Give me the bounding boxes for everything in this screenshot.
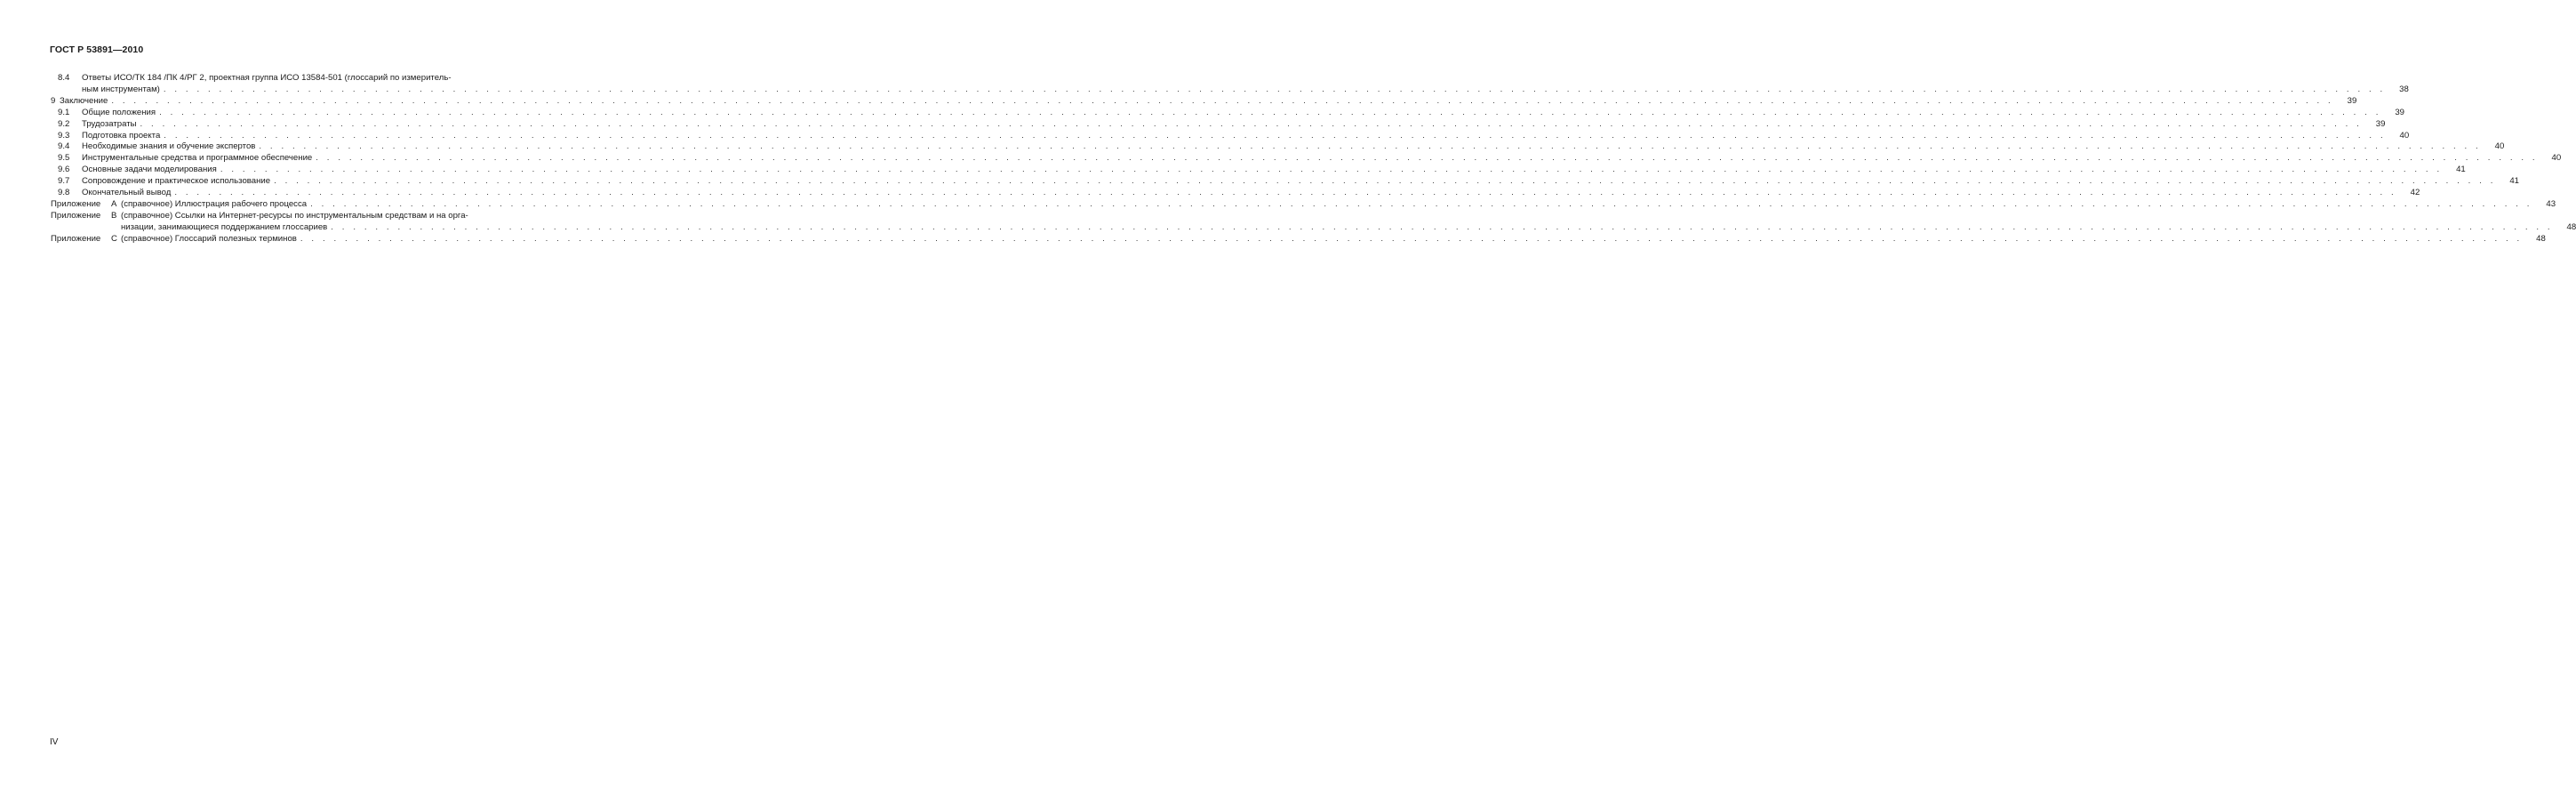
toc-page-number: 39 [2375,118,2386,129]
toc-entry-number: 9.5 [58,153,70,164]
toc-leader-dots: . . . . . . . . . . . . . . . . . . . . . . . . . . . . . . . . . . . . . . . . . . . . . . . . . . . . . . . . . . . . . . . . . . . . . . . . . . . . . . . . . . . . . . . . . . . . . . . . . . . . . . . . . . . . . . . . . . . . . . . . . . . . . . . . . . . . . . . . . . . . . . . . . . . . . . . . . . . . . . . . . . . . . . . . . . . . . . . . . . . . . . . . . . . . . . . . . . . . . . . . [220,165,2443,175]
toc-page-number: 41 [2456,165,2466,175]
toc-leader-dots: . . . . . . . . . . . . . . . . . . . . . . . . . . . . . . . . . . . . . . . . . . . . . . . . . . . . . . . . . . . . . . . . . . . . . . . . . . . . . . . . . . . . . . . . . . . . . . . . . . . . . . . . . . . . . . . . . . . . . . . . . . . . . . . . . . . . . . . . . . . . . . . . . . . . . . . . . . . . . . . . . . . . . . . . . . . . . . . . . . . . . . . . . . . . . . . . . . . . . . . . [310,198,2533,209]
toc-page-number: 48 [2566,221,2576,232]
toc-entry-number: 9.7 [58,176,70,187]
toc-entry-title: (справочное) Глоссарий полезных терминов [121,233,297,244]
toc-entry[interactable] [51,188,2420,199]
toc-entry[interactable] [51,73,2409,96]
toc-entry-title: (справочное) Ссылки на Интернет-ресурсы по инструментальным средствам и на орга- [121,210,468,221]
toc-leader-dots: . . . . . . . . . . . . . . . . . . . . . . . . . . . . . . . . . . . . . . . . . . . . . . . . . . . . . . . . . . . . . . . . . . . . . . . . . . . . . . . . . . . . . . . . . . . . . . . . . . . . . . . . . . . . . . . . . . . . . . . . . . . . . . . . . . . . . . . . . . . . . . . . . . . . . . . . . . . . . . . . . . . . . . . . . . . . . . . . . . . . . . . . . . . . . . . . . . . . . . . . [159,107,2381,117]
toc-entry[interactable] [51,153,2562,165]
toc-entry-number: 9.4 [58,141,70,152]
toc-entry-number: Приложение [51,210,101,221]
toc-leader-dots: . . . . . . . . . . . . . . . . . . . . . . . . . . . . . . . . . . . . . . . . . . . . . . . . . . . . . . . . . . . . . . . . . . . . . . . . . . . . . . . . . . . . . . . . . . . . . . . . . . . . . . . . . . . . . . . . . . . . . . . . . . . . . . . . . . . . . . . . . . . . . . . . . . . . . . . . . . . . . . . . . . . . . . . . . . . . . . . . . . . . . . . . . . . . . . . . . . . . . . . . [331,221,2554,232]
table-of-contents [51,73,2576,245]
toc-entry-title: Трудозатраты [82,118,137,129]
toc-page-number: 39 [2395,107,2404,117]
toc-page-number: 38 [2399,84,2409,94]
toc-page-number: 40 [2551,153,2562,164]
toc-entry[interactable] [51,210,2576,234]
toc-entry-number: Приложение [51,233,101,244]
toc-page-number: 40 [2494,141,2505,152]
toc-entry[interactable] [51,95,2357,108]
toc-entry-number: 8.4 [58,73,70,83]
toc-leader-dots: . . . . . . . . . . . . . . . . . . . . . . . . . . . . . . . . . . . . . . . . . . . . . . . . . . . . . . . . . . . . . . . . . . . . . . . . . . . . . . . . . . . . . . . . . . . . . . . . . . . . . . . . . . . . . . . . . . . . . . . . . . . . . . . . . . . . . . . . . . . . . . . . . . . . . . . . . . . . . . . . . . . . . . . . . . . . . . . . . . . . . . . . . . . . . . . . . . . . . . . . [174,188,2397,198]
toc-entry-title: Инструментальные средства и программное обеспечение [82,153,313,164]
toc-leader-dots: . . . . . . . . . . . . . . . . . . . . . . . . . . . . . . . . . . . . . . . . . . . . . . . . . . . . . . . . . . . . . . . . . . . . . . . . . . . . . . . . . . . . . . . . . . . . . . . . . . . . . . . . . . . . . . . . . . . . . . . . . . . . . . . . . . . . . . . . . . . . . . . . . . . . . . . . . . . . . . . . . . . . . . . . . . . . . . . . . . . . . . . . . . . . . . . . . . . . . . . . [163,84,2386,94]
toc-page-number: 42 [2410,188,2420,198]
page-number: IV [50,737,59,747]
toc-leader-dots: . . . . . . . . . . . . . . . . . . . . . . . . . . . . . . . . . . . . . . . . . . . . . . . . . . . . . . . . . . . . . . . . . . . . . . . . . . . . . . . . . . . . . . . . . . . . . . . . . . . . . . . . . . . . . . . . . . . . . . . . . . . . . . . . . . . . . . . . . . . . . . . . . . . . . . . . . . . . . . . . . . . . . . . . . . . . . . . . . . . . . . . . . . . . . . . . . . . . . . . . [274,176,2497,187]
toc-entry-title: (справочное) Иллюстрация рабочего процесса [121,198,308,209]
toc-entry-title: Заключение [60,95,108,106]
toc-entry-number: 9.1 [58,107,70,117]
toc-entry[interactable] [51,118,2386,131]
toc-leader-dots: . . . . . . . . . . . . . . . . . . . . . . . . . . . . . . . . . . . . . . . . . . . . . . . . . . . . . . . . . . . . . . . . . . . . . . . . . . . . . . . . . . . . . . . . . . . . . . . . . . . . . . . . . . . . . . . . . . . . . . . . . . . . . . . . . . . . . . . . . . . . . . . . . . . . . . . . . . . . . . . . . . . . . . . . . . . . . . . . . . . . . . . . . . . . . . . . . . . . . . . . [111,95,2334,106]
toc-page-number: 39 [2347,95,2357,106]
toc-entry-title: Ответы ИСО/ТК 184 /ПК 4/РГ 2, проектная группа ИСО 13584-501 (глоссарий по измеритель- [82,73,452,83]
toc-entry-number: 9 [51,95,56,106]
toc-leader-dots: . . . . . . . . . . . . . . . . . . . . . . . . . . . . . . . . . . . . . . . . . . . . . . . . . . . . . . . . . . . . . . . . . . . . . . . . . . . . . . . . . . . . . . . . . . . . . . . . . . . . . . . . . . . . . . . . . . . . . . . . . . . . . . . . . . . . . . . . . . . . . . . . . . . . . . . . . . . . . . . . . . . . . . . . . . . . . . . . . . . . . . . . . . . . . . . . . . . . . . . . [259,141,2482,152]
toc-leader-dots: . . . . . . . . . . . . . . . . . . . . . . . . . . . . . . . . . . . . . . . . . . . . . . . . . . . . . . . . . . . . . . . . . . . . . . . . . . . . . . . . . . . . . . . . . . . . . . . . . . . . . . . . . . . . . . . . . . . . . . . . . . . . . . . . . . . . . . . . . . . . . . . . . . . . . . . . . . . . . . . . . . . . . . . . . . . . . . . . . . . . . . . . . . . . . . . . . . . . . . . . [316,153,2539,164]
toc-entry[interactable] [51,165,2466,176]
toc-page-number: 40 [2399,130,2410,141]
toc-entry-title: Окончательный вывод [82,188,172,198]
toc-entry-number: 9.8 [58,188,70,198]
toc-entry-title: Общие положения [82,107,156,117]
toc-page-number: 48 [2536,233,2546,244]
toc-entry-title: низации, занимающиеся поддержанием глоссариев [121,221,328,232]
toc-entry[interactable] [51,130,2410,142]
toc-entry-title: Основные задачи моделирования [82,165,217,175]
toc-leader-dots: . . . . . . . . . . . . . . . . . . . . . . . . . . . . . . . . . . . . . . . . . . . . . . . . . . . . . . . . . . . . . . . . . . . . . . . . . . . . . . . . . . . . . . . . . . . . . . . . . . . . . . . . . . . . . . . . . . . . . . . . . . . . . . . . . . . . . . . . . . . . . . . . . . . . . . . . . . . . . . . . . . . . . . . . . . . . . . . . . . . . . . . . . . . . . . . . . . . . . . . . [140,118,2363,129]
document-header: ГОСТ Р 53891—2010 [50,44,144,55]
toc-entry[interactable] [51,176,2520,188]
toc-entry[interactable] [51,141,2505,153]
toc-entry[interactable] [51,233,2546,245]
toc-entry-number: 9.3 [58,130,70,141]
toc-leader-dots: . . . . . . . . . . . . . . . . . . . . . . . . . . . . . . . . . . . . . . . . . . . . . . . . . . . . . . . . . . . . . . . . . . . . . . . . . . . . . . . . . . . . . . . . . . . . . . . . . . . . . . . . . . . . . . . . . . . . . . . . . . . . . . . . . . . . . . . . . . . . . . . . . . . . . . . . . . . . . . . . . . . . . . . . . . . . . . . . . . . . . . . . . . . . . . . . . . . . . . . . [300,233,2523,244]
toc-entry-title: Необходимые знания и обучение экспертов [82,141,256,152]
toc-appendix-letter: В [111,210,117,221]
toc-entry-number: 9.6 [58,165,70,175]
toc-entry-title: ным инструментам) [82,84,160,94]
toc-entry[interactable] [51,198,2556,211]
toc-entry[interactable] [51,107,2404,119]
toc-entry-title: Сопровождение и практическое использование [82,176,271,187]
toc-entry-number: Приложение [51,198,101,209]
toc-leader-dots: . . . . . . . . . . . . . . . . . . . . . . . . . . . . . . . . . . . . . . . . . . . . . . . . . . . . . . . . . . . . . . . . . . . . . . . . . . . . . . . . . . . . . . . . . . . . . . . . . . . . . . . . . . . . . . . . . . . . . . . . . . . . . . . . . . . . . . . . . . . . . . . . . . . . . . . . . . . . . . . . . . . . . . . . . . . . . . . . . . . . . . . . . . . . . . . . . . . . . . . . [164,130,2387,141]
toc-page-number: 43 [2546,198,2556,209]
toc-appendix-letter: С [111,233,117,244]
toc-entry-title: Подготовка проекта [82,130,161,141]
toc-entry-number: 9.2 [58,118,70,129]
toc-page-number: 41 [2509,176,2520,187]
toc-appendix-letter: А [111,198,117,209]
